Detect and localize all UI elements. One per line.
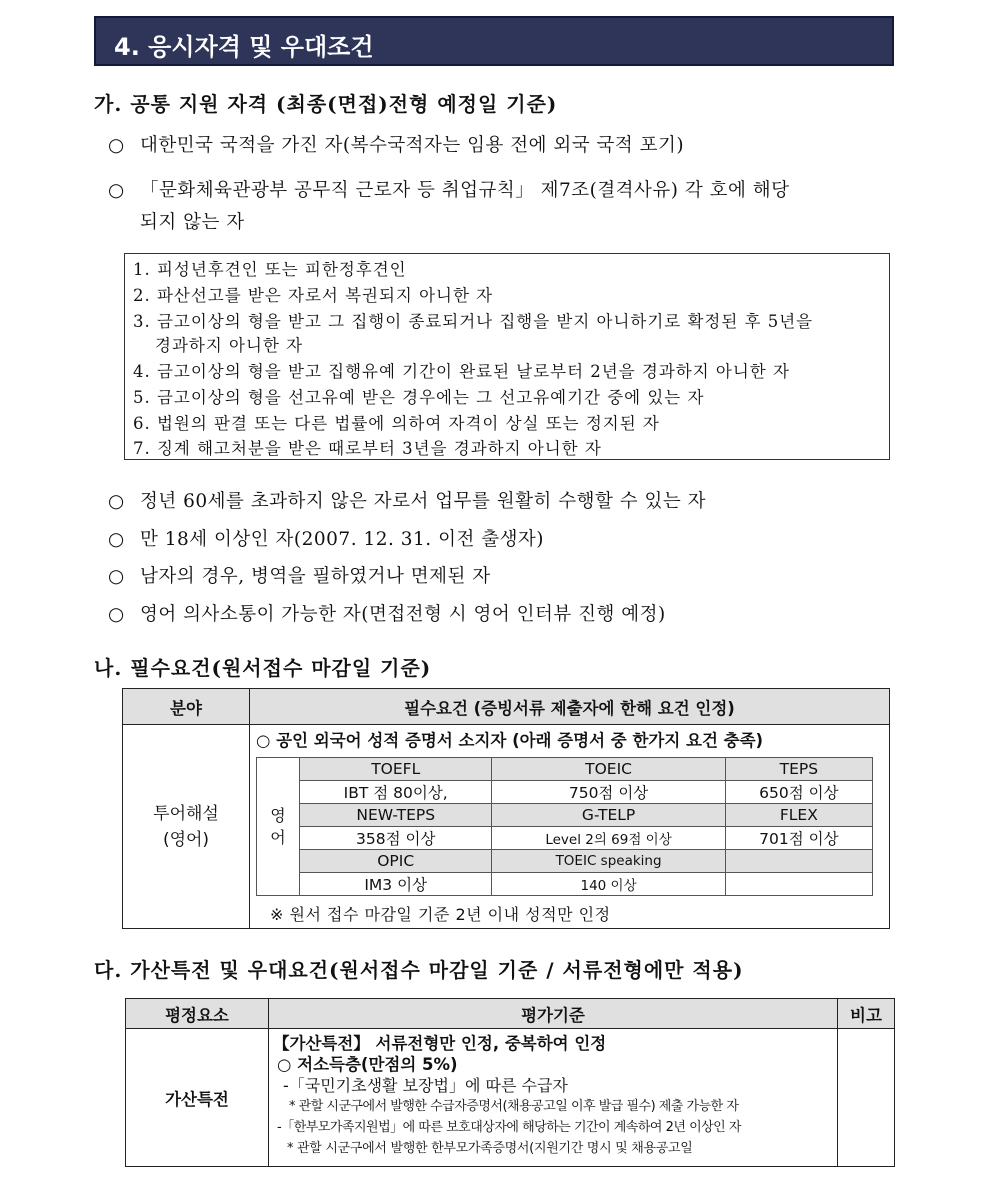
grid-empty-1: [725, 850, 872, 873]
bonus-row-label: 가산특전: [126, 1029, 269, 1167]
grid-toefl: TOEFL: [300, 758, 492, 781]
bonus-title: 【가산특전】 서류전형만 인정, 중복하여 인정: [273, 1034, 607, 1053]
lang-char-2: 어: [270, 827, 286, 847]
grid-teps-score: 650점 이상: [725, 781, 872, 804]
bonus-note-1: * 관할 시군구에서 발행한 수급자증명서(채용공고일 이후 발급 필수) 제출 가능한 자: [289, 1099, 739, 1114]
grid-empty-2: [725, 873, 872, 896]
bonus-col-remarks: 비고: [838, 999, 895, 1029]
bonus-col-criteria: 평가기준: [269, 999, 838, 1029]
req-detail-cell: [250, 725, 890, 929]
req-field-cell: [123, 725, 250, 929]
bullet-military: ○ 남자의 경우, 병역을 필하였거나 면제된 자: [108, 566, 491, 587]
req-col-field: 분야: [123, 689, 250, 725]
lang-char-1: 영: [270, 805, 286, 825]
bullet-nationality: ○ 대한민국 국적을 가진 자(복수국적자는 임용 전에 외국 국적 포기): [108, 135, 685, 156]
section-c-title: 다. 가산특전 및 우대요건(원서접수 마감일 기준 / 서류전형에만 적용): [94, 958, 744, 982]
grid-toeic-score: 750점 이상: [492, 781, 725, 804]
grid-opic: OPIC: [300, 850, 492, 873]
grid-teps: TEPS: [725, 758, 872, 781]
grid-gtelp: G-TELP: [492, 804, 725, 827]
disq-item-6: 6. 법원의 판결 또는 다른 법률에 의하여 자격이 상실 또는 정지된 자: [133, 414, 660, 433]
language-grid: [299, 757, 873, 896]
requirements-table: [122, 688, 890, 929]
grid-toefl-score: IBT 점 80이상,: [300, 781, 492, 804]
bullet-disqualification: ○ 「문화체육관광부 공무직 근로자 등 취업규칙」 제7조(결격사유) 각 호에 해당: [108, 180, 790, 201]
bullet-disqualification-cont: 되지 않는 자: [140, 212, 245, 233]
section-a-title: 가. 공통 지원 자격 (최종(면접)전형 예정일 기준): [94, 92, 558, 116]
disq-item-5: 5. 금고이상의 형을 선고유예 받은 경우에는 그 선고유예기간 중에 있는 자: [133, 388, 705, 407]
grid-newteps-score: 358점 이상: [300, 827, 492, 850]
disq-item-1: 1. 피성년후견인 또는 피한정후견인: [133, 260, 407, 279]
grid-flex: FLEX: [725, 804, 872, 827]
bonus-low-income: ○ 저소득층(만점의 5%): [277, 1055, 458, 1074]
req-col-requirement: 필수요건 (증빙서류 제출자에 한해 요건 인정): [250, 689, 890, 725]
disq-item-3-cont: 경과하지 아니한 자: [155, 336, 304, 355]
bullet-english: ○ 영어 의사소통이 가능한 자(면접전형 시 영어 인터뷰 진행 예정): [108, 604, 666, 625]
req-head: ○ 공인 외국어 성적 증명서 소지자 (아래 증명서 중 한가지 요건 충족): [256, 731, 764, 750]
grid-toeic-speaking-score: 140 이상: [492, 873, 725, 896]
grid-flex-score: 701점 이상: [725, 827, 872, 850]
section-b-title: 나. 필수요건(원서접수 마감일 기준): [94, 656, 432, 680]
req-field-lang: (영어): [162, 829, 210, 850]
bonus-criteria-cell: [269, 1029, 838, 1167]
bonus-note-2: * 관할 시군구에서 발행한 한부모가족증명서(지원기간 명시 및 채용공고일: [287, 1141, 693, 1156]
lang-cell: [256, 757, 299, 896]
disq-item-3: 3. 금고이상의 형을 받고 그 집행이 종료되거나 집행을 받지 아니하기로 확정된 후 5년을: [133, 312, 814, 331]
section-header-title: 4. 응시자격 및 우대조건: [114, 33, 374, 61]
bonus-basic-livelihood: -「국민기초생활 보장법」에 따른 수급자: [283, 1076, 568, 1095]
bullet-age-limit: ○ 정년 60세를 초과하지 않은 자로서 업무를 원활히 수행할 수 있는 자: [108, 491, 706, 512]
bonus-col-factor: 평정요소: [126, 999, 269, 1029]
grid-newteps: NEW-TEPS: [300, 804, 492, 827]
grid-opic-score: IM3 이상: [300, 873, 492, 896]
bonus-remarks-cell: [838, 1029, 895, 1167]
section-header: [94, 16, 894, 66]
bullet-min-age: ○ 만 18세 이상인 자(2007. 12. 31. 이전 출생자): [108, 529, 545, 550]
disq-item-4: 4. 금고이상의 형을 받고 집행유예 기간이 완료된 날로부터 2년을 경과하지 아니한 자: [133, 362, 790, 381]
req-note: ※ 원서 접수 마감일 기준 2년 이내 성적만 인정: [270, 905, 611, 924]
disq-item-7: 7. 징계 해고처분을 받은 때로부터 3년을 경과하지 아니한 자: [133, 439, 602, 458]
grid-toeic-speaking: TOEIC speaking: [492, 850, 725, 873]
req-field-name: 투어해설: [153, 803, 219, 824]
grid-gtelp-score: Level 2의 69점 이상: [492, 827, 725, 850]
bonus-single-parent: -「한부모가족지원법」에 따른 보호대상자에 해당하는 기간이 계속하여 2년 이상인 자: [277, 1120, 741, 1135]
grid-toeic: TOEIC: [492, 758, 725, 781]
bonus-table: [125, 998, 895, 1167]
disqualification-box: [124, 253, 890, 460]
disq-item-2: 2. 파산선고를 받은 자로서 복권되지 아니한 자: [133, 286, 494, 305]
